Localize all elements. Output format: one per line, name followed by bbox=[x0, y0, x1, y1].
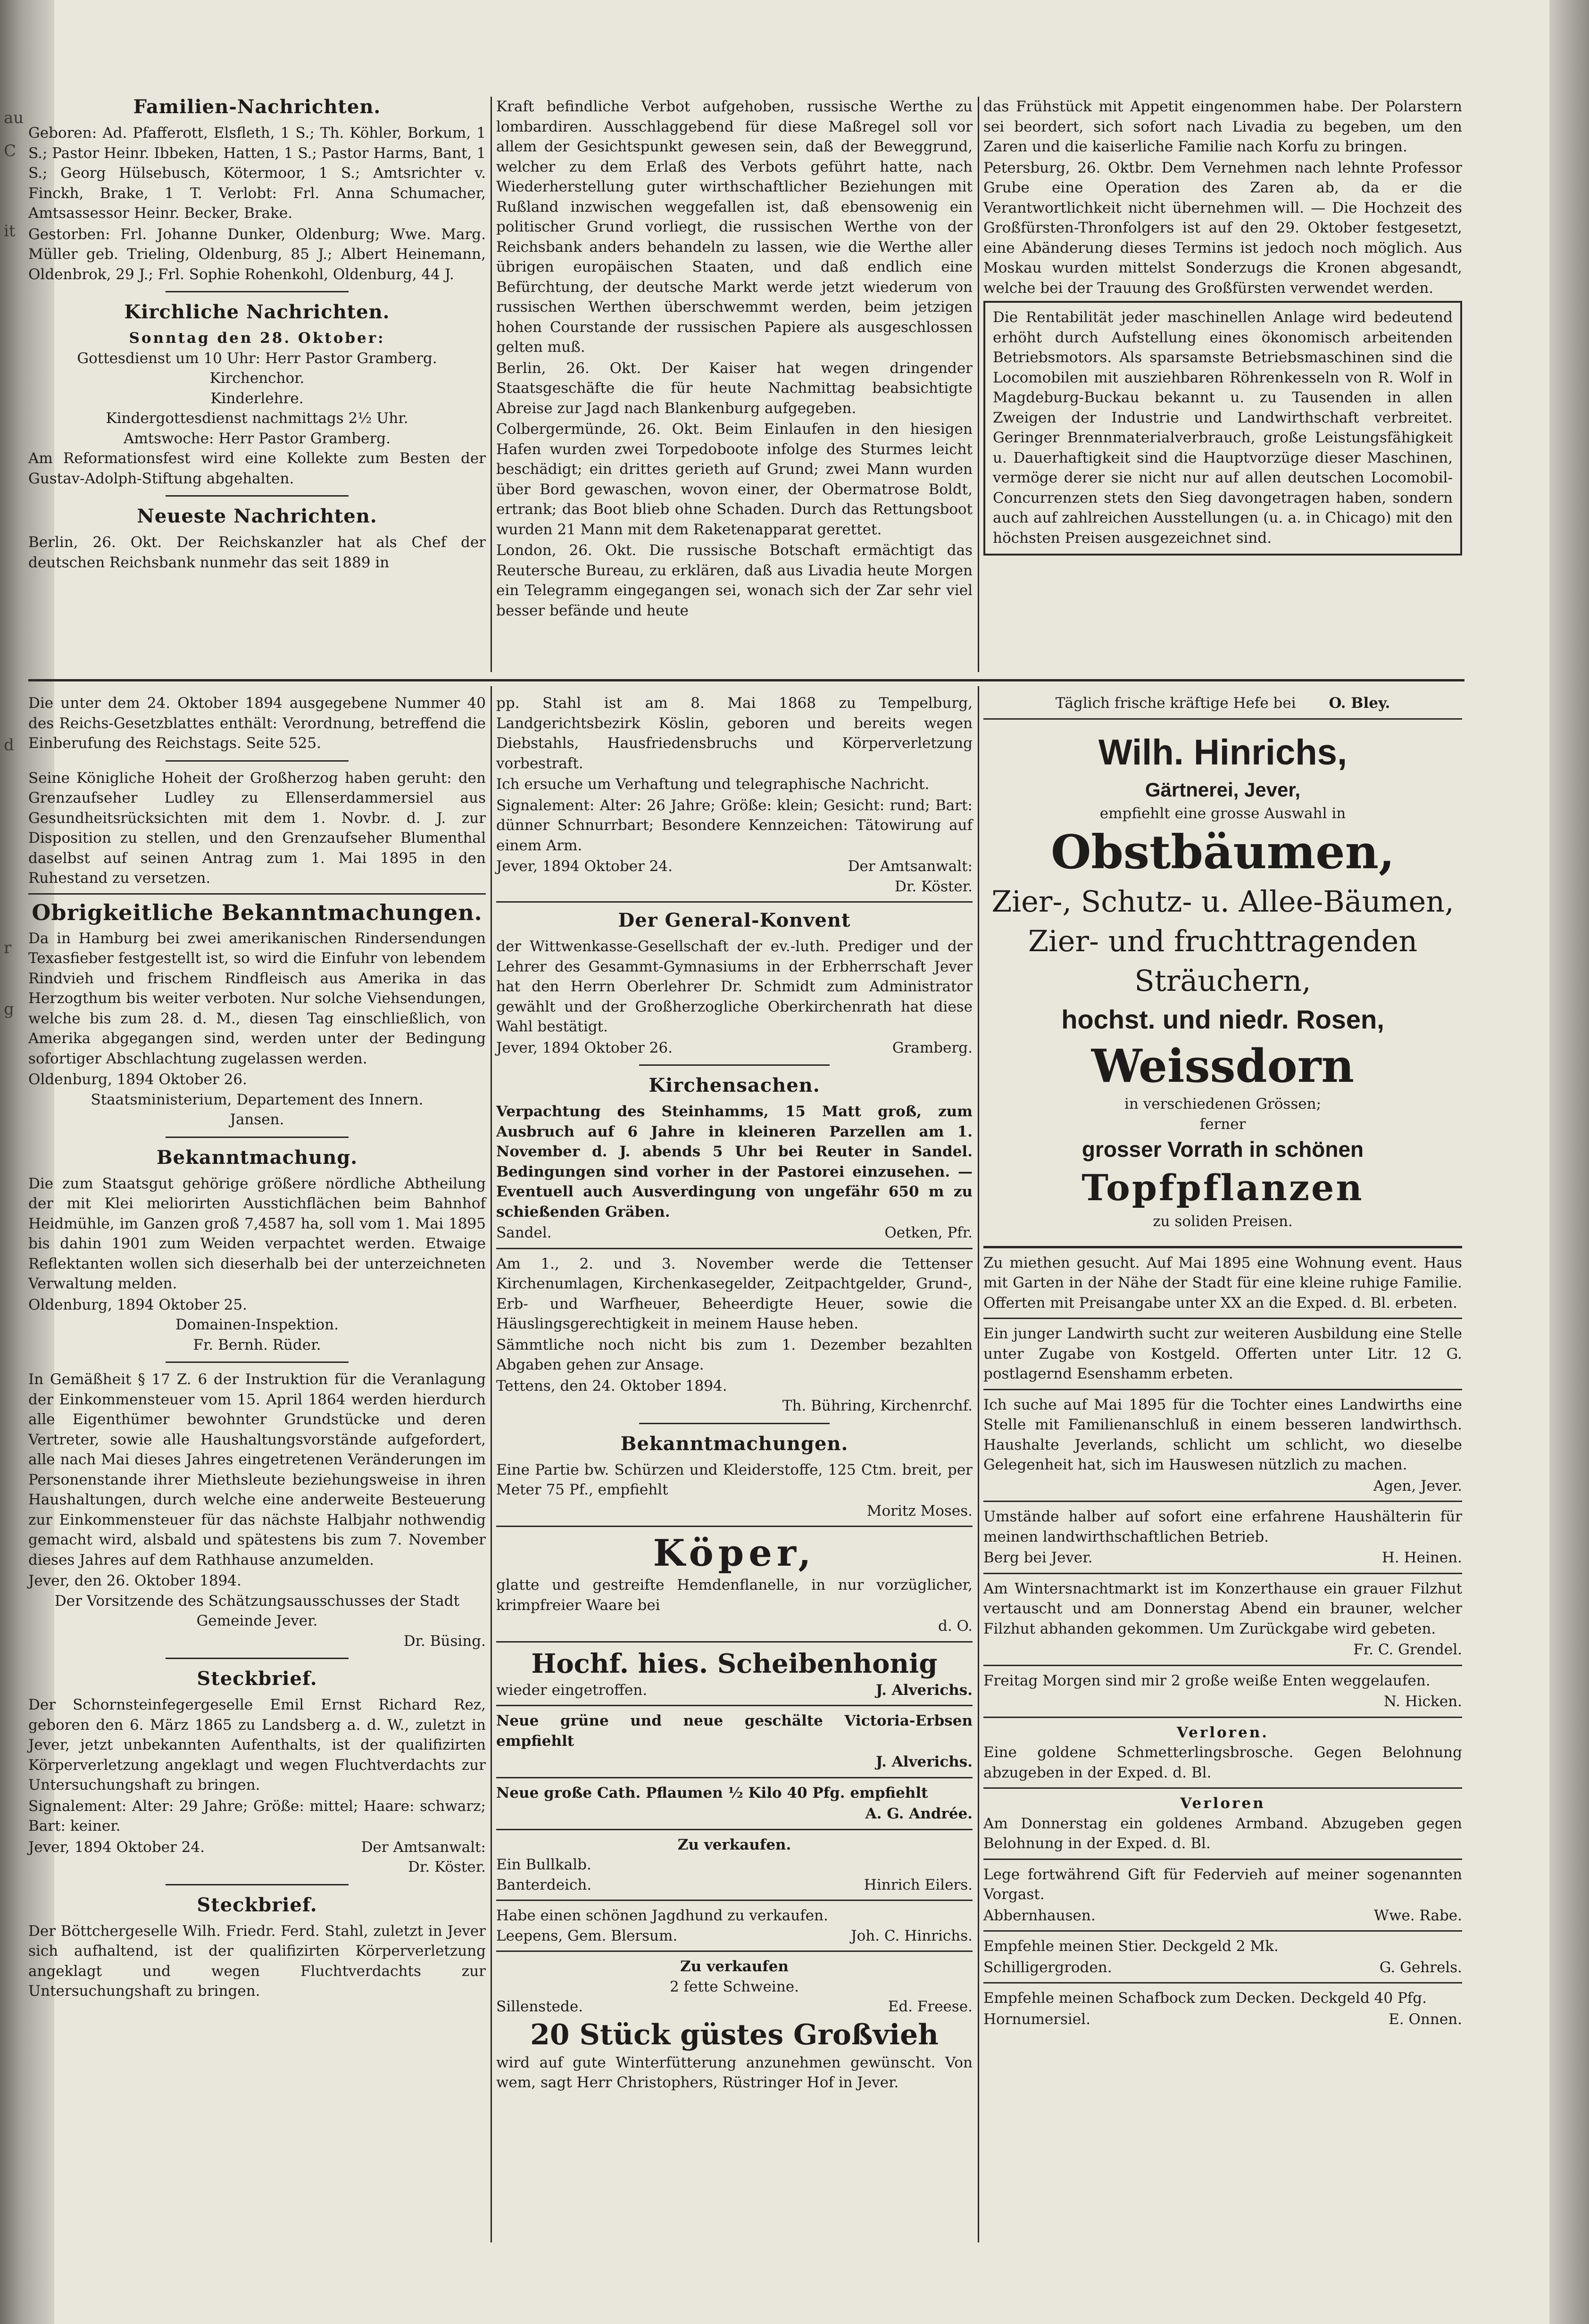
spine-text: C bbox=[4, 141, 17, 160]
paragraph: Der Schornsteinfegergeselle Emil Ernst Richard Rez, geboren den 6. März 1865 zu Landsberg a. d. W., zuletzt in Jever, jetzt unbekannten Aufenthalts, ist der qualifizirten Körperverletzung angeklagt und wegen Fluchtverdachts zur Untersuchungshaft zu bringen. bbox=[28, 1696, 486, 1793]
ad-subline: Gärtnerei, Jever, bbox=[1145, 778, 1301, 801]
column-1-top bbox=[28, 92, 486, 573]
section-title: Verloren bbox=[1180, 1795, 1265, 1812]
spine-text: g bbox=[4, 1000, 14, 1019]
date-line: Jever, den 26. Oktober 1894. bbox=[28, 1572, 241, 1589]
column-rule bbox=[491, 97, 492, 672]
divider bbox=[166, 1884, 349, 1885]
section-title: Obrigkeitliche Bekanntmachungen. bbox=[32, 899, 483, 925]
paragraph: das Frühstück mit Appetit eingenommen habe. Der Polarstern sei beordert, sich sofort nach Livadia zu begeben, um den Zaren und die kaiserliche Familie nach Korfu zu bringen. bbox=[983, 98, 1462, 155]
divider bbox=[983, 1859, 1462, 1860]
date-line: Oldenburg, 1894 Oktober 26. bbox=[28, 1071, 247, 1088]
divider bbox=[496, 901, 973, 903]
paragraph: Colbergermünde, 26. Okt. Beim Einlaufen in den hiesigen Hafen wurden zwei Torpedoboote infolge des Sturmes leicht beschädigt; ein drittes gerieth auf Grund; zwei Mann wurden über Bord gewaschen, wovon einer, der Obermatrose Boldt, ertrank; das Boot blieb ohne Schaden. Durch das Rettungsboot wurden 21 Mann mit dem Raketenapparat gerettet. bbox=[496, 421, 973, 538]
place: Sandel. bbox=[496, 1224, 552, 1241]
locomobile-advertisement bbox=[983, 301, 1462, 556]
paragraph: Zu miethen gesucht. Auf Mai 1895 eine Wohnung event. Haus mit Garten in der Nähe der Stadt für eine kleine ruhige Familie. Offerten mit Preisangabe unter XX an die Exped. d. Bl. erbeten. bbox=[983, 1254, 1462, 1311]
place-sign-row bbox=[983, 2009, 1462, 2030]
date-sign-row bbox=[496, 1038, 973, 1058]
text-line: Habe einen schönen Jagdhund zu verkaufen. bbox=[496, 1907, 828, 1924]
divider bbox=[983, 1318, 1462, 1319]
paragraph: Die unter dem 24. Oktober 1894 ausgegebene Nummer 40 des Reichs-Gesetzblattes enthält: Verordnung, betreffend die Einberufung des Reichstags. Seite 525. bbox=[28, 695, 486, 752]
place: Banterdeich. bbox=[496, 1876, 592, 1893]
page-edge bbox=[1549, 0, 1589, 2324]
spine-text: r bbox=[4, 938, 12, 957]
date-sign-row bbox=[496, 856, 973, 877]
koeper-headline: Köper, bbox=[653, 1532, 816, 1575]
section-title: Der General-Konvent bbox=[618, 909, 851, 931]
section-title: Familien-Nachrichten. bbox=[133, 96, 381, 118]
text-line: 2 fette Schweine. bbox=[669, 1978, 799, 1995]
column-2-top bbox=[496, 97, 973, 622]
column-1-lower bbox=[28, 693, 486, 2002]
text-line: Ein Bullkalb. bbox=[496, 1856, 591, 1873]
signature: Der Vorsitzende des Schätzungsausschusses der Stadt Gemeinde Jever. bbox=[54, 1592, 460, 1629]
paragraph: Der Böttchergeselle Wilh. Friedr. Ferd. Stahl, zuletzt in Jever sich aufhaltend, ist der qualifizirten Körperverletzung angeklagt und wegen Fluchtverdachts zur Untersuchungshaft zu bringen. bbox=[28, 1922, 486, 2000]
signature: d. O. bbox=[938, 1618, 973, 1635]
paragraph: Die zum Staatsgut gehörige größere nördliche Abtheilung der mit Klei meliorirten Ausstichflächen beim Bahnhof Heidmühle, im Ganzen groß 7,4587 ha, soll vom 1. Mai 1895 bis dahin 1901 zum Weiden verpachtet werden. Etwaige Reflektanten wollen sich dieserhalb bei der unterzeichneten Verwaltung melden. bbox=[28, 1175, 486, 1292]
signature: J. Alverichs. bbox=[875, 1681, 973, 1699]
place-sign-row bbox=[496, 1875, 973, 1895]
date-sign-row bbox=[28, 1837, 486, 1858]
divider bbox=[166, 495, 349, 497]
paragraph: Gestorben: Frl. Johanne Dunker, Oldenburg; Wwe. Marg. Müller geb. Trieling, Oldenburg, 85 J.; Albert Heinemann, Oldenbrok, 29 J.; Frl. Sophie Rohenkohl, Oldenburg, 44 J. bbox=[28, 225, 486, 283]
paragraph: pp. Stahl ist am 8. Mai 1868 zu Tempelburg, Landgerichtsbezirk Köslin, geboren und bereits wegen Diebstahls, Hausfriedensbruchs und Körperverletzung vorbestraft. bbox=[496, 695, 973, 772]
paragraph: Berlin, 26. Okt. Der Kaiser hat wegen dringender Staatsgeschäfte die für heute Nachmittag beabsichtigte Abreise zur Jagd nach Blankenburg aufgegeben. bbox=[496, 359, 973, 417]
signature: Oetken, Pfr. bbox=[884, 1224, 973, 1241]
divider bbox=[983, 1787, 1462, 1789]
section-title: Steckbrief. bbox=[197, 1668, 317, 1690]
divider bbox=[166, 760, 349, 762]
section-title: Kirchensachen. bbox=[649, 1074, 820, 1096]
place: Abbernhausen. bbox=[983, 1907, 1096, 1924]
signature: Agen, Jever. bbox=[1373, 1477, 1462, 1494]
paragraph: Am 1., 2. und 3. November werde die Tettenser Kirchenumlagen, Kirchenkasegelder, Zeitpachtgelder, Grund-, Erb- und Warfheuer, Beheerdigte Heuer, sowie die Häuslingsgerechtigkeit in meinem Hause heben. bbox=[496, 1255, 973, 1332]
signature: Der Amtsanwalt: bbox=[361, 1838, 486, 1856]
divider bbox=[983, 718, 1462, 720]
signature: Jansen. bbox=[230, 1111, 284, 1128]
paragraph: glatte und gestreifte Hemdenflanelle, in nur vorzüglicher, krimpfreier Waare bei bbox=[496, 1577, 973, 1614]
divider bbox=[166, 291, 349, 292]
column-rule bbox=[491, 686, 492, 2242]
signature: Staatsministerium, Departement des Innern. bbox=[91, 1091, 424, 1108]
place-sign-row bbox=[496, 1997, 973, 2017]
divider bbox=[496, 1950, 973, 1952]
divider bbox=[983, 1717, 1462, 1718]
divider bbox=[983, 1982, 1462, 1984]
place-sign-row bbox=[496, 1926, 973, 1946]
paragraph: Freitag Morgen sind mir 2 große weiße Enten weggelaufen. bbox=[983, 1672, 1431, 1689]
signature: Fr. C. Grendel. bbox=[1353, 1641, 1462, 1658]
divider bbox=[166, 1361, 349, 1363]
paragraph: Petersburg, 26. Oktbr. Dem Vernehmen nach lehnte Professor Grube eine Operation des Zaren ab, da er die Verantwortlichkeit nicht übernehmen will. — Die Hochzeit des Großfürsten-Thronfolgers ist auf den 29. Oktober festgesetzt, eine Abänderung dieses Termins ist jedoch noch möglich. Aus Moskau wurden mittelst Sonderzugs die Kronen abgesandt, welche bei der Trauung des Großfürsten verwendet werden. bbox=[983, 159, 1462, 297]
honig-headline: Hochf. hies. Scheibenhonig bbox=[531, 1648, 938, 1679]
section-title: Kirchliche Nachrichten. bbox=[124, 301, 390, 323]
text-line: Kirchenchor. bbox=[209, 370, 305, 387]
section-title: Zu verkaufen bbox=[680, 1958, 789, 1975]
subheading: Sonntag den 28. Oktober: bbox=[129, 330, 385, 347]
divider bbox=[983, 1501, 1462, 1502]
place: Sillenstede. bbox=[496, 1998, 583, 2015]
ad-weissdorn: Weissdorn bbox=[1091, 1039, 1355, 1093]
ad-line: empfiehlt eine grosse Auswahl in bbox=[1099, 805, 1346, 822]
divider bbox=[166, 1137, 349, 1138]
text-line: Täglich frische kräftige Hefe bei bbox=[1055, 695, 1296, 712]
divider bbox=[496, 1829, 973, 1830]
paragraph: Empfehle meinen Stier. Deckgeld 2 Mk. bbox=[983, 1938, 1279, 1955]
signature: Joh. C. Hinrichs. bbox=[851, 1927, 973, 1944]
paragraph: wird auf gute Winterfütterung anzunehmen gewünscht. Von wem, sagt Herr Christophers, Rüstringer Hof in Jever. bbox=[496, 2054, 973, 2091]
signature: Wwe. Rabe. bbox=[1373, 1907, 1462, 1924]
grossvieh-headline: 20 Stück güstes Großvieh bbox=[530, 2018, 939, 2051]
divider bbox=[983, 1573, 1462, 1574]
ad-line: Zier- und fruchttragenden bbox=[1028, 924, 1418, 958]
paragraph: Am Donnerstag ein goldenes Armband. Abzugeben gegen Belohnung in der Exped. d. Bl. bbox=[983, 1815, 1462, 1852]
ad-headline: Wilh. Hinrichs, bbox=[1098, 732, 1348, 772]
text-line: Gottesdienst um 10 Uhr: Herr Pastor Gramberg. bbox=[77, 349, 437, 367]
spine-text: d bbox=[4, 736, 14, 755]
section-divider bbox=[28, 679, 1464, 681]
hinrichs-advertisement bbox=[983, 729, 1462, 1232]
column-rule bbox=[978, 97, 979, 672]
text-sign-row bbox=[496, 1680, 973, 1701]
divider bbox=[983, 1930, 1462, 1932]
section-title: Bekanntmachung. bbox=[156, 1146, 358, 1169]
paragraph: Ich ersuche um Verhaftung und telegraphische Nachricht. bbox=[496, 776, 930, 793]
ad-line: zu soliden Preisen. bbox=[1153, 1213, 1293, 1230]
divider bbox=[28, 893, 486, 895]
signature: Ed. Freese. bbox=[888, 1998, 973, 2015]
paragraph: Lege fortwährend Gift für Federvieh auf meiner sogenannten Vorgast. bbox=[983, 1866, 1462, 1903]
place: Hornumersiel. bbox=[983, 2010, 1090, 2028]
signature: G. Gehrels. bbox=[1379, 1959, 1462, 1976]
signature: Domainen-Inspektion. bbox=[175, 1316, 339, 1333]
place: Leepens, Gem. Blersum. bbox=[496, 1927, 678, 1944]
divider bbox=[496, 1705, 973, 1706]
ad-obst: Obstbäumen, bbox=[1050, 825, 1395, 880]
divider bbox=[639, 1423, 830, 1424]
signature: Moritz Moses. bbox=[866, 1502, 973, 1519]
place-sign-row bbox=[983, 1906, 1462, 1926]
divider bbox=[496, 1641, 973, 1643]
hefe-line bbox=[983, 693, 1462, 714]
divider bbox=[639, 1064, 830, 1066]
column-2-lower bbox=[496, 693, 973, 2094]
ad-line: hochst. und niedr. Rosen, bbox=[1061, 1004, 1384, 1034]
paragraph: Verpachtung des Steinhamms, 15 Matt groß, zum Ausbruch auf 6 Jahre in kleineren Parzellen am 1. November d. J. abends 5 Uhr bei Reuter in Sandel. Bedingungen sind vorher in der Pastorei einzusehen. — Eventuell auch Ausverdingung von ungefähr 650 m zu schießenden Gräben. bbox=[496, 1103, 973, 1220]
section-title: Steckbrief. bbox=[197, 1893, 317, 1916]
paragraph: der Wittwenkasse-Gesellschaft der ev.-luth. Prediger und der Lehrer des Gesammt-Gymnasiums in der Erbherrschaft Jever hat den Herrn Oberlehrer Dr. Schmidt zum Administrator gewählt und der Großherzogliche Oberkirchenrath hat diese Wahl bestätigt. bbox=[496, 938, 973, 1035]
text-line: Kindergottesdienst nachmittags 2½ Uhr. bbox=[106, 410, 408, 427]
divider bbox=[983, 1665, 1462, 1666]
paragraph: Neue grüne und neue geschälte Victoria-Erbsen empfiehlt bbox=[496, 1712, 973, 1750]
paragraph: Am Wintersnachtmarkt ist im Konzerthause ein grauer Filzhut vertauscht und am Donnerstag Abend ein brauner, welcher Filzhut abhanden gekommen. Um Zurückgabe wird gebeten. bbox=[983, 1580, 1462, 1637]
paragraph: London, 26. Okt. Die russische Botschaft ermächtigt das Reutersche Bureau, zu erklären, daß aus Livadia heute Morgen ein Telegramm eingegangen sei, wonach sich der Zar sehr viel besser befände und heute bbox=[496, 542, 973, 619]
signature: N. Hicken. bbox=[1383, 1693, 1462, 1710]
paragraph: Signalement: Alter: 29 Jahre; Größe: mittel; Haare: schwarz; Bart: keiner. bbox=[28, 1797, 486, 1834]
ad-topfpflanzen: Topfpflanzen bbox=[1082, 1167, 1364, 1209]
divider bbox=[983, 1246, 1462, 1248]
text-line: Kinderlehre. bbox=[210, 390, 304, 407]
date-line: Jever, 1894 Oktober 26. bbox=[496, 1039, 673, 1056]
signature: H. Heinen. bbox=[1381, 1549, 1462, 1566]
ad-line: grosser Vorrath in schönen bbox=[1082, 1137, 1364, 1162]
divider bbox=[496, 1900, 973, 1901]
paragraph: Kraft befindliche Verbot aufgehoben, russische Werthe zu lombardiren. Ausschlaggebend für diese Maßregel soll vor allem der Gesichtspunkt gewesen sein, daß der Beweggrund, welcher zu dem Erlaß des Verbots geführt hatte, nach Wiederherstellung guter wirthschaftlicher Beziehungen mit Rußland inzwischen weggefallen ist, daß ebensowenig ein politischer Grund vorliegt, die russischen Werthe von der Reichsbank anders behandeln zu lassen, wie die Werthe aller übrigen europäischen Staaten, und daß endlich eine Befürchtung, der deutsche Markt werde jetzt wiederum von russischen Werthen überschwemmt werden, beim jetzigen hohen Courstande der russischen Papiere als ausgeschlossen gelten muß. bbox=[496, 98, 973, 356]
date-line: Tettens, den 24. Oktober 1894. bbox=[496, 1377, 727, 1394]
spine-text: au bbox=[4, 108, 24, 127]
divider bbox=[166, 1658, 349, 1659]
text-line: wieder eingetroffen. bbox=[496, 1681, 648, 1699]
signature: Dr. Büsing. bbox=[403, 1632, 486, 1650]
paragraph: Am Reformationsfest wird eine Kollekte zum Besten der Gustav-Adolph-Stiftung abgehalten. bbox=[28, 450, 486, 487]
signature: Hinrich Eilers. bbox=[864, 1876, 973, 1893]
divider bbox=[983, 1389, 1462, 1390]
signature: J. Alverichs. bbox=[875, 1753, 973, 1770]
paragraph: Eine Partie bw. Schürzen und Kleiderstoffe, 125 Ctm. breit, per Meter 75 Pf., empfiehlt bbox=[496, 1461, 973, 1498]
column-3-lower bbox=[983, 693, 1462, 2029]
paragraph: Empfehle meinen Schafbock zum Decken. Deckgeld 40 Pfg. bbox=[983, 1990, 1427, 2007]
paragraph: Eine goldene Schmetterlingsbrosche. Gegen Belohnung abzugeben in der Exped. d. Bl. bbox=[983, 1744, 1462, 1781]
section-title: Bekanntmachungen. bbox=[620, 1432, 849, 1455]
place: Berg bei Jever. bbox=[983, 1549, 1093, 1566]
ad-line: ferner bbox=[1199, 1115, 1246, 1133]
paragraph: Umstände halber auf sofort eine erfahrene Haushälterin für meinen landwirthschaftlichen Betrieb. bbox=[983, 1508, 1462, 1545]
paragraph: Neue große Cath. Pflaumen ½ Kilo 40 Pfg. empfiehlt bbox=[496, 1784, 928, 1801]
paragraph: Signalement: Alter: 26 Jahre; Größe: klein; Gesicht: rund; Bart: dünner Schnurrbart; Besondere Kennzeichen: Tätowirung auf einem Arm. bbox=[496, 797, 973, 854]
date-line: Jever, 1894 Oktober 24. bbox=[28, 1838, 205, 1856]
paragraph: In Gemäßheit § 17 Z. 6 der Instruktion für die Veranlagung der Einkommensteuer vom 15. April 1864 werden hierdurch alle Eigenthümer bewohnter Grundstücke und deren Vertreter, sowie alle Haushaltungsvorstände aufgefordert, alle nach Mai dieses Jahres eingetretenen Veränderungen im Personenstande ihrer Miethsleute beziehungsweise in ihren Haushaltungen, durch welche eine anderweite Besteuerung zur Einkommensteuer für das nächste Halbjahr nothwendig gemacht wird, alsbald und spätestens bis zum 7. November dieses Jahres auf dem Rathhause anzumelden. bbox=[28, 1371, 486, 1569]
paragraph: Da in Hamburg bei zwei amerikanischen Rindersendungen Texasfieber festgestellt ist, so wird die Einfuhr von lebendem Rindvieh und frischem Rindfleisch aus Amerika in das Herzogthum bis weiter verboten. Nur solche Viehsendungen, welche bis zum 28. d. M., diesen Tag einschließlich, von Amerika abgegangen sind, werden unter der Bedingung sofortiger Abschlachtung zugelassen werden. bbox=[28, 930, 486, 1067]
paragraph: Ein junger Landwirth sucht zur weiteren Ausbildung eine Stelle unter Zugabe von Kostgeld. Offerten unter Litr. 12 G. postlagernd Esenshamm erbeten. bbox=[983, 1325, 1462, 1382]
column-rule bbox=[978, 686, 979, 2242]
signature: Dr. Köster. bbox=[408, 1859, 486, 1876]
paragraph: Seine Königliche Hoheit der Großherzog haben geruht: den Grenzaufseher Ludley zu Ellenserdammersiel aus Gesundheitsrücksichten mit dem 1. Novbr. d. J. zur Disposition zu stellen, und den Grenzaufseher Blumenthal daselbst auf seinen Antrag zum 1. Mai 1895 in den Ruhestand zu versetzen. bbox=[28, 769, 486, 887]
paragraph: Sämmtliche noch nicht bis zum 1. Dezember bezahlten Abgaben gehen zur Ansage. bbox=[496, 1336, 973, 1373]
signature: Der Amtsanwalt: bbox=[848, 858, 973, 875]
paragraph: Berlin, 26. Okt. Der Reichskanzler hat als Chef der deutschen Reichsbank nunmehr das seit 1889 in bbox=[28, 534, 486, 571]
divider bbox=[496, 1777, 973, 1778]
spine-text: it bbox=[4, 222, 16, 241]
signature: A. G. Andrée. bbox=[865, 1805, 973, 1822]
signature: Th. Bühring, Kirchenrchf. bbox=[782, 1397, 973, 1414]
ad-line: in verschiedenen Grössen; bbox=[1124, 1096, 1322, 1112]
place-sign-row bbox=[496, 1223, 973, 1243]
place-sign-row bbox=[983, 1548, 1462, 1568]
ad-line: Zier-, Schutz- u. Allee-Bäumen, bbox=[991, 884, 1454, 919]
signature: Fr. Bernh. Rüder. bbox=[193, 1336, 321, 1353]
section-title: Zu verkaufen. bbox=[677, 1836, 791, 1853]
place-sign-row bbox=[983, 1958, 1462, 1978]
text-line: Amtswoche: Herr Pastor Gramberg. bbox=[123, 430, 391, 447]
ad-line: Sträuchern, bbox=[1134, 963, 1311, 998]
date-line: Oldenburg, 1894 Oktober 25. bbox=[28, 1296, 247, 1313]
divider bbox=[496, 1248, 973, 1249]
ad-text: Die Rentabilität jeder maschinellen Anlage wird bedeutend erhöht durch Aufstellung eines ökonomisch arbeitenden Betriebsmotors. Als sparsamste Betriebsmaschinen sind die Locomobilen mit ausziehbaren Röhrenkesseln von R. Wolf in Magdeburg-Buckau bekannt u. zu Tausenden in allen Zweigen der Industrie und Landwirthschaft verbreitet. Geringer Brennmaterialverbrauch, große Leistungsfähigkeit u. Dauerhaftigkeit sind die Hauptvorzüge dieser Maschinen, vermöge derer sie nicht nur auf allen deutschen Locomobil-Concurrenzen stets den Sieg davongetragen haben, sondern auch auf zahlreichen Ausstellungen (u. a. in Chicago) mit den höchsten Preisen ausgezeichnet sind. bbox=[993, 309, 1453, 547]
signature: E. Onnen. bbox=[1389, 2010, 1462, 2028]
column-3-top bbox=[983, 97, 1462, 560]
signature: O. Bley. bbox=[1329, 695, 1390, 712]
paragraph: Ich suche auf Mai 1895 für die Tochter eines Landwirths eine Stelle mit Familienanschluß in einem besseren landwirthsch. Haushalte Jeverlands, schlicht um schlicht, wo dieselbe Gelegenheit hat, sich im Hauswesen nützlich zu machen. bbox=[983, 1396, 1462, 1473]
section-title: Neueste Nachrichten. bbox=[137, 505, 377, 527]
signature: Gramberg. bbox=[892, 1039, 973, 1056]
divider bbox=[496, 1526, 973, 1527]
signature: Dr. Köster. bbox=[895, 878, 973, 895]
place: Schilligergroden. bbox=[983, 1959, 1112, 1976]
paragraph: Geboren: Ad. Pfafferott, Elsfleth, 1 S.; Th. Köhler, Borkum, 1 S.; Pastor Heinr. Ibbeken, Hatten, 1 S.; Pastor Harms, Bant, 1 S.; Georg Hülsebusch, Kötermoor, 1 S.; Amtsrichter v. Finckh, Brake, 1 T. Verlobt: Frl. Anna Schumacher, Amtsassessor Heinr. Becker, Brake. bbox=[28, 124, 486, 222]
section-title: Verloren. bbox=[1176, 1724, 1269, 1741]
date-line: Jever, 1894 Oktober 24. bbox=[496, 858, 673, 875]
